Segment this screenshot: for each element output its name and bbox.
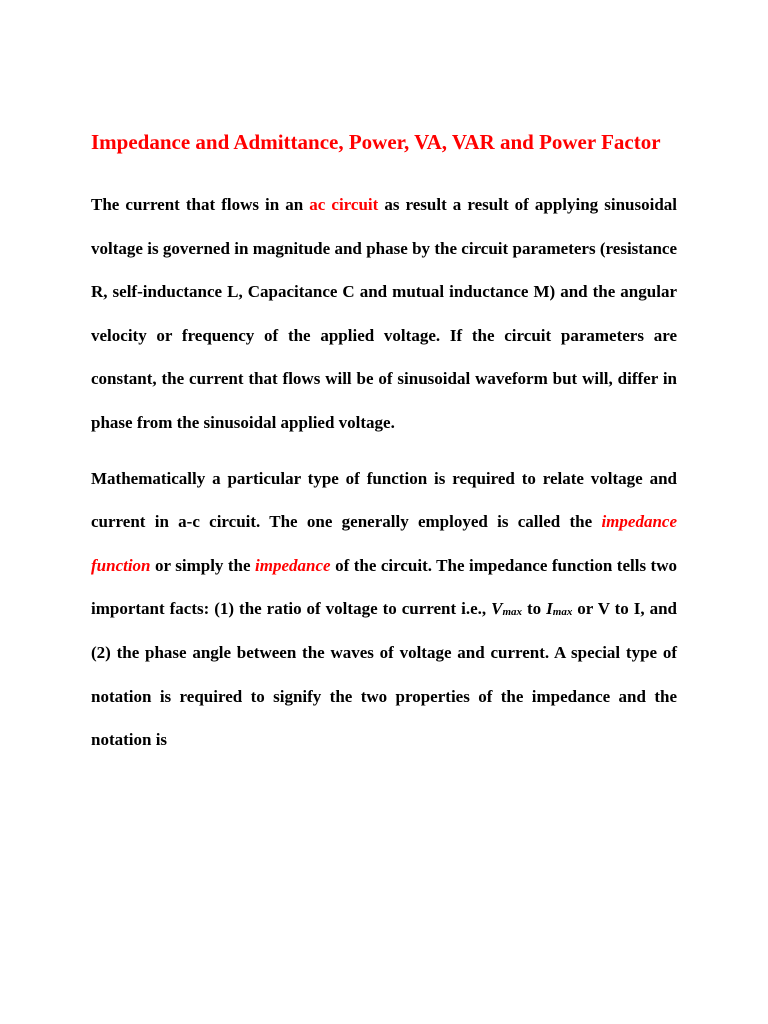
vmax-subscript: max [502,606,523,619]
vmax-symbol [491,599,522,618]
impedance-term: impedance [255,555,331,575]
paragraph-intro-text-1: The current that flows in an [91,195,310,214]
impedance-function-term: impedance function [91,512,677,575]
paragraph-impedance-text-1: Mathematically a particular type of function is required to relate voltage and current in a-c circuit. The one generally employed is called the [91,468,677,532]
imax-base: I [546,599,553,619]
imax-symbol [546,599,572,618]
vmax-base: V [491,599,503,619]
ac-circuit-link[interactable]: ac circuit [309,195,379,214]
imax-subscript: max [552,606,573,619]
paragraph-intro-text-2: as result a result of applying sinusoidal voltage is governed in magnitude and phase by the circuit parameters (resistance R, self-inductance L, Capacitance C and mutual inductance M) and the angular velocity or frequency of the applied voltage. If the circuit parameters are constant, the current that flows will be of sinusoidal waveform but will, differ in phase from the sinusoidal applied voltage. [91,195,678,432]
paragraph-intro [91,183,677,445]
document-title: Impedance and Admittance, Power, VA, VAR and Power Factor [91,130,661,154]
to-word: to [522,599,547,619]
paragraph-impedance [91,457,677,762]
paragraph-impedance-text-2: or simply the [150,555,256,575]
paragraph-impedance-text-4: or V to I, and (2) the phase angle between the waves of voltage and current. A special type of notation is required to signify the two properties of the impedance and the notation is [91,599,678,750]
paragraph-impedance-text-3: of the circuit. The impedance function tells two important facts: (1) the ratio of voltage to current i.e., [91,555,677,619]
document-page [91,118,677,762]
